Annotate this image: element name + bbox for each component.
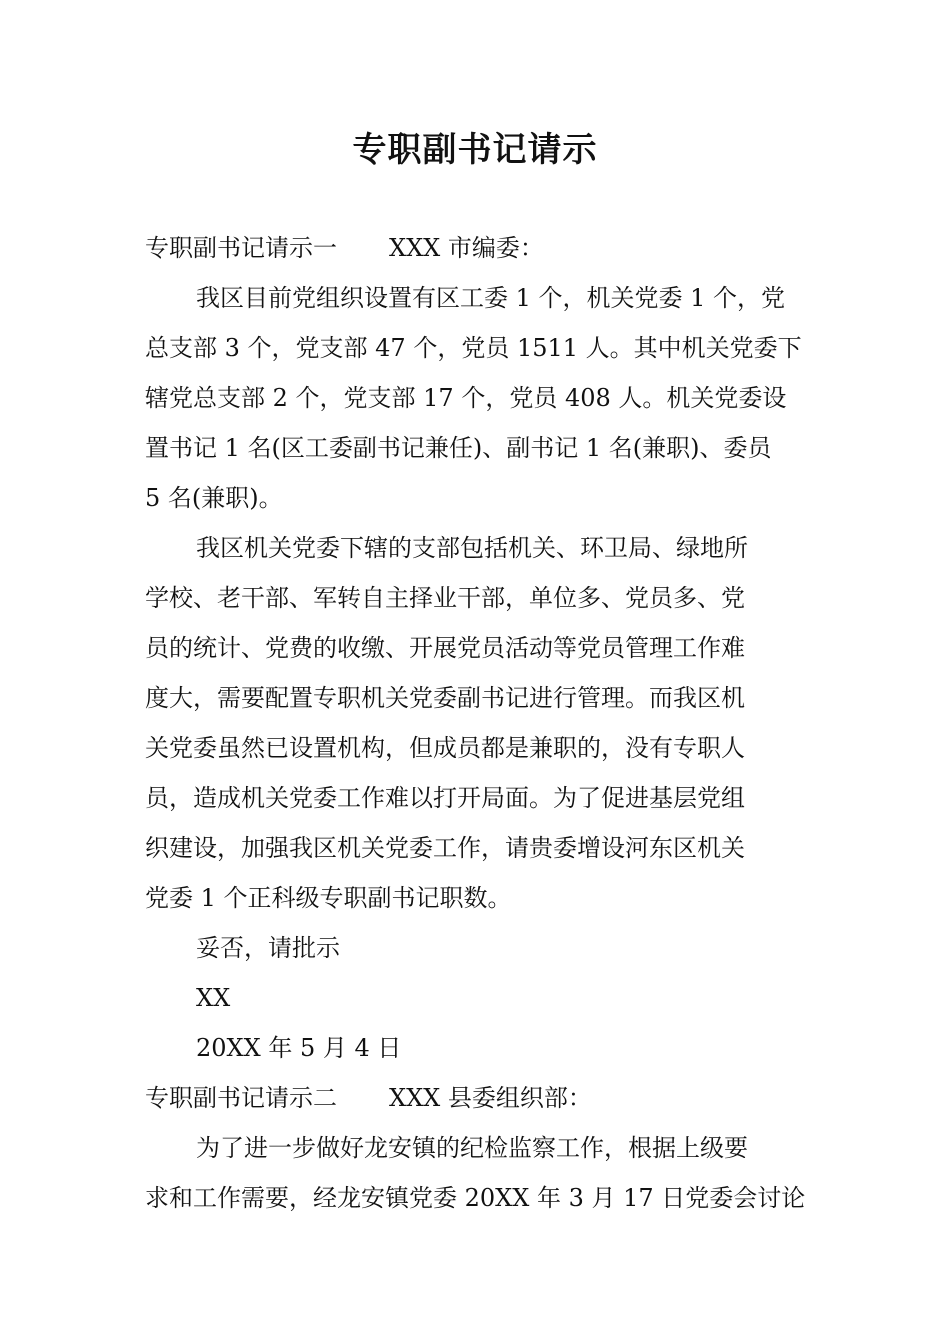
paragraph-line: 我区机关党委下辖的支部包括机关、环卫局、绿地所 bbox=[196, 534, 748, 562]
paragraph-line: 织建设，加强我区机关党委工作，请贵委增设河东区机关 bbox=[145, 834, 745, 862]
section2-paragraph-1 bbox=[145, 1123, 807, 1223]
document-title: 专职副书记请示 bbox=[352, 130, 598, 170]
section2-heading: 专职副书记请示二 bbox=[145, 1084, 337, 1112]
document-date: 20XX 年 5 月 4 日 bbox=[196, 1034, 402, 1062]
section1-heading-line bbox=[145, 223, 807, 273]
section1-paragraph-1 bbox=[145, 273, 807, 523]
paragraph-line: 关党委虽然已设置机构，但成员都是兼职的，没有专职人 bbox=[145, 734, 745, 762]
paragraph-line: 我区目前党组织设置有区工委 1 个，机关党委 1 个，党 bbox=[196, 284, 786, 312]
paragraph-line: 党委 1 个正科级专职副书记职数。 bbox=[145, 884, 512, 912]
paragraph-line: 总支部 3 个，党支部 47 个，党员 1511 人。其中机关党委下 bbox=[145, 334, 802, 362]
section2-heading-line bbox=[145, 1073, 807, 1123]
paragraph-line: 学校、老干部、军转自主择业干部，单位多、党员多、党 bbox=[145, 584, 745, 612]
paragraph-line: 员的统计、党费的收缴、开展党员活动等党员管理工作难 bbox=[145, 634, 745, 662]
section1-addressee: XXX 市编委： bbox=[389, 234, 544, 262]
closing-request: 妥否，请批示 bbox=[196, 934, 340, 962]
paragraph-line: 辖党总支部 2 个，党支部 17 个，党员 408 人。机关党委设 bbox=[145, 384, 787, 412]
paragraph-line: 求和工作需要，经龙安镇党委 20XX 年 3 月 17 日党委会讨论 bbox=[145, 1184, 806, 1212]
paragraph-line: 5 名(兼职)。 bbox=[145, 484, 283, 512]
paragraph-line: 置书记 1 名(区工委副书记兼任)、副书记 1 名(兼职)、委员 bbox=[145, 434, 772, 462]
signer: XX bbox=[196, 984, 231, 1012]
section1-paragraph-2 bbox=[145, 523, 807, 923]
paragraph-line: 度大，需要配置专职机关党委副书记进行管理。而我区机 bbox=[145, 684, 745, 712]
paragraph-line: 为了进一步做好龙安镇的纪检监察工作，根据上级要 bbox=[196, 1134, 748, 1162]
section1-heading: 专职副书记请示一 bbox=[145, 234, 337, 262]
document-body bbox=[145, 223, 807, 1223]
section2-addressee: XXX 县委组织部： bbox=[389, 1084, 592, 1112]
paragraph-line: 员，造成机关党委工作难以打开局面。为了促进基层党组 bbox=[145, 784, 745, 812]
